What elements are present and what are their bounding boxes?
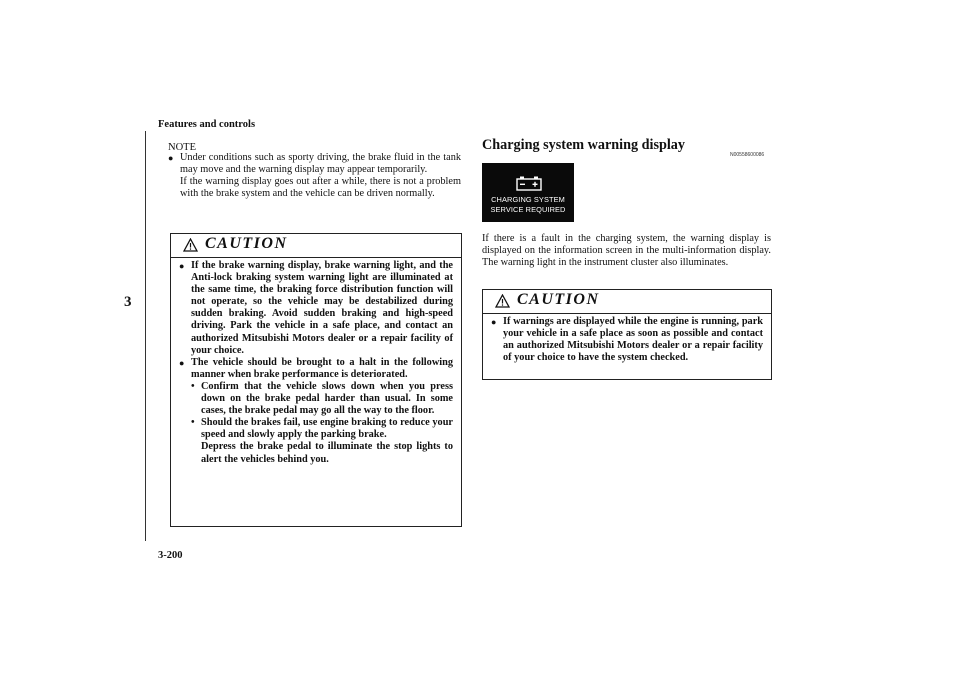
warning-triangle-icon	[183, 238, 198, 252]
section-title: Charging system warning display	[482, 137, 685, 153]
sub-bullet-icon: •	[191, 380, 195, 392]
caution-bullet-text: If warnings are displayed while the engine is running, park your vehicle in a safe place as soon as possible and contact an authorized Mitsubishi Motors dealer or a repair facility of your choice to have the system checked.	[503, 316, 763, 364]
caution-bullet-item	[179, 260, 453, 357]
running-header: Features and controls	[158, 119, 256, 130]
chapter-tab-number: 3	[124, 294, 132, 310]
bullet-icon: ●	[179, 261, 185, 271]
chapter-divider-line	[145, 131, 146, 541]
sub-bullet-icon: •	[191, 417, 195, 429]
note-bullet-text: Under conditions such as sporty driving, the brake fluid in the tank may move and the warning display may appear temporarily.	[180, 152, 461, 175]
caution-title: CAUTION	[205, 235, 288, 252]
note-bullet-item	[168, 152, 461, 200]
battery-icon	[516, 176, 542, 191]
caution-title: CAUTION	[517, 291, 600, 308]
bullet-icon: ●	[168, 153, 174, 163]
bullet-icon: ●	[491, 317, 497, 327]
caution-header	[171, 234, 461, 258]
warning-triangle-icon	[495, 294, 510, 308]
note-label: NOTE	[168, 142, 196, 153]
note-body	[168, 152, 461, 200]
charging-warning-display-image	[482, 163, 574, 222]
caution-header	[483, 290, 771, 314]
caution-sub-continuation: Depress the brake pedal to illuminate the stop lights to alert the vehicles behind you.	[201, 441, 453, 465]
caution-body	[483, 314, 771, 369]
display-line-1: CHARGING SYSTEM	[491, 195, 565, 204]
display-line-2: SERVICE REQUIRED	[490, 205, 566, 214]
caution-bullet-text: If the brake warning display, brake warning light, and the Anti-lock braking system warning light are illuminated at the same time, the braking force distribution function will not operate, so the vehicle may be destabilized during sudden braking. Avoid sudden braking and high-speed driving. Park the vehicle in a safe place, and contact an authorized Mitsubishi Motors dealer or a repair facility of your choice.	[191, 260, 453, 356]
caution-sub-text: Confirm that the vehicle slows down when you press down on the brake pedal harder than usual. In some cases, the brake pedal may go all the way to the floor.	[201, 380, 453, 417]
caution-box-brake	[170, 233, 462, 527]
caution-bullet-text: The vehicle should be brought to a halt in the following manner when brake performance is deteriorated.	[191, 356, 453, 380]
caution-bullet-item	[179, 357, 453, 466]
note-continuation-text: If the warning display goes out after a while, there is not a problem with the brake system and the vehicle can be driven normally.	[180, 176, 461, 199]
caution-sub-text: Should the brakes fail, use engine braking to reduce your speed and slowly apply the parking brake.	[201, 417, 453, 441]
section-paragraph: If there is a fault in the charging system, the warning display is displayed on the information screen in the multi-information display. The warning light in the instrument cluster also illuminates.	[482, 233, 771, 268]
bullet-icon: ●	[179, 357, 185, 368]
page-number: 3-200	[158, 550, 183, 561]
caution-sub-item	[191, 381, 453, 417]
caution-body	[171, 258, 461, 471]
section-code: N00558600086	[730, 152, 765, 158]
caution-box-charging	[482, 289, 772, 380]
caution-bullet-item	[491, 316, 763, 364]
caution-sub-item	[191, 417, 453, 465]
